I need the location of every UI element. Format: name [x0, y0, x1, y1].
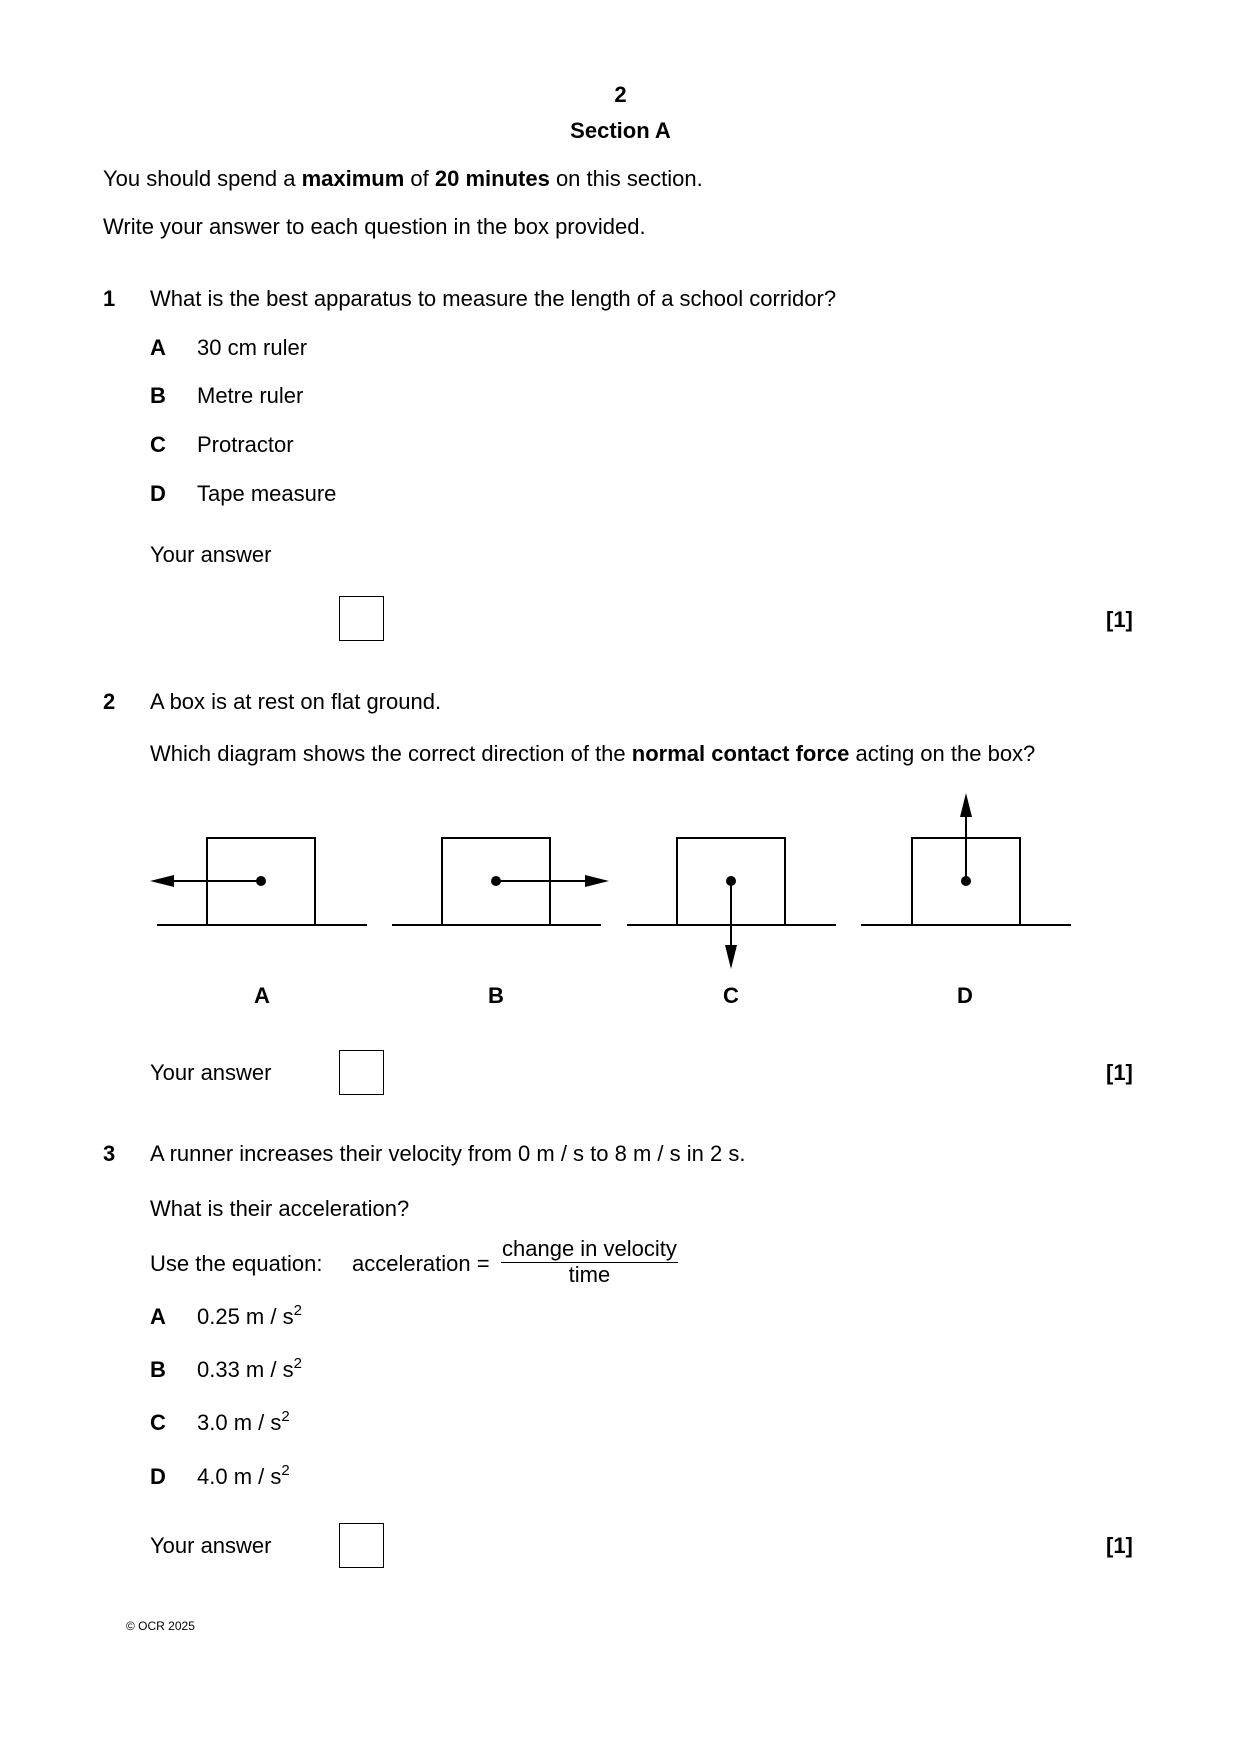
q2-mark: [1] — [1106, 1060, 1133, 1085]
q3-option-d-value: 4.0 m / $s^2$ — [197, 1462, 290, 1489]
diagram-c — [627, 838, 836, 969]
diagram-a — [150, 838, 367, 925]
question-3-number: 3 — [103, 1141, 116, 1166]
q3-option-c-value: 3.0 m / $s^2$ — [197, 1408, 290, 1435]
q1-answer-label: Your answer — [150, 542, 272, 567]
q1-option-d-text: Tape measure — [197, 481, 337, 506]
q1-option-a-letter: A — [150, 335, 166, 360]
intro-line-2: Write your answer to each question in the box provided. — [103, 214, 646, 239]
q1-option-c-letter: C — [150, 432, 166, 457]
question-1-text: What is the best apparatus to measure the length of a school corridor? — [150, 286, 837, 311]
section-title: Section A — [570, 118, 671, 143]
question-1-number: 1 — [103, 286, 116, 311]
arrow-head — [585, 875, 609, 887]
q3-option-b-letter: B — [150, 1357, 166, 1382]
q3-option-d-letter: D — [150, 1464, 166, 1489]
diagram-d — [861, 793, 1071, 925]
q1-option-a-text: 30 cm ruler — [197, 335, 308, 360]
q3-option-a-letter: A — [150, 1304, 166, 1329]
arrow-head — [150, 875, 174, 887]
question-2-line-2: Which diagram shows the correct direction of the normal contact force acting on the box? — [150, 741, 1036, 766]
q1-option-c-text: Protractor — [197, 432, 294, 457]
q1-option-d-letter: D — [150, 481, 166, 506]
diagram-d-label: D — [957, 983, 973, 1008]
question-2-number: 2 — [103, 689, 116, 714]
page-number: 2 — [614, 82, 627, 107]
diagram-c-label: C — [723, 983, 739, 1008]
q3-answer-box[interactable] — [339, 1523, 384, 1568]
q3-option-b-value: 0.33 m / $s^2$ — [197, 1355, 302, 1382]
q1-option-b-letter: B — [150, 383, 166, 408]
q1-mark: [1] — [1106, 607, 1133, 632]
equation-lead: Use the equation: — [150, 1251, 323, 1276]
equation-denominator: time — [568, 1262, 611, 1287]
q3-mark: [1] — [1106, 1533, 1133, 1558]
q1-option-b-text: Metre ruler — [197, 383, 304, 408]
q3-answer-label: Your answer — [150, 1533, 272, 1558]
question-3-line-2: What is their acceleration? — [150, 1196, 410, 1221]
diagram-b-label: B — [488, 983, 504, 1008]
q3-option-a-value: 0.25 m / $s^2$ — [197, 1302, 302, 1329]
equation-numerator: change in velocity — [502, 1236, 677, 1261]
q3-option-c-letter: C — [150, 1410, 166, 1435]
question-2-line-1: A box is at rest on flat ground. — [150, 689, 442, 714]
copyright-footer: © OCR 2025 — [126, 1619, 195, 1633]
arrow-head — [725, 945, 737, 969]
equation-lhs: acceleration = — [352, 1251, 490, 1276]
diagram-a-label: A — [254, 983, 270, 1008]
q2-answer-label: Your answer — [150, 1060, 272, 1085]
q2-answer-box[interactable] — [339, 1050, 384, 1095]
arrow-head — [960, 793, 972, 817]
diagram-b — [392, 838, 609, 925]
equation-fraction — [501, 1237, 678, 1287]
question-3-line-1: A runner increases their velocity from 0 m / s to 8 m / s in 2 s. — [150, 1141, 746, 1166]
intro-line-1: You should spend a maximum of 20 minutes on this section. — [103, 166, 703, 191]
